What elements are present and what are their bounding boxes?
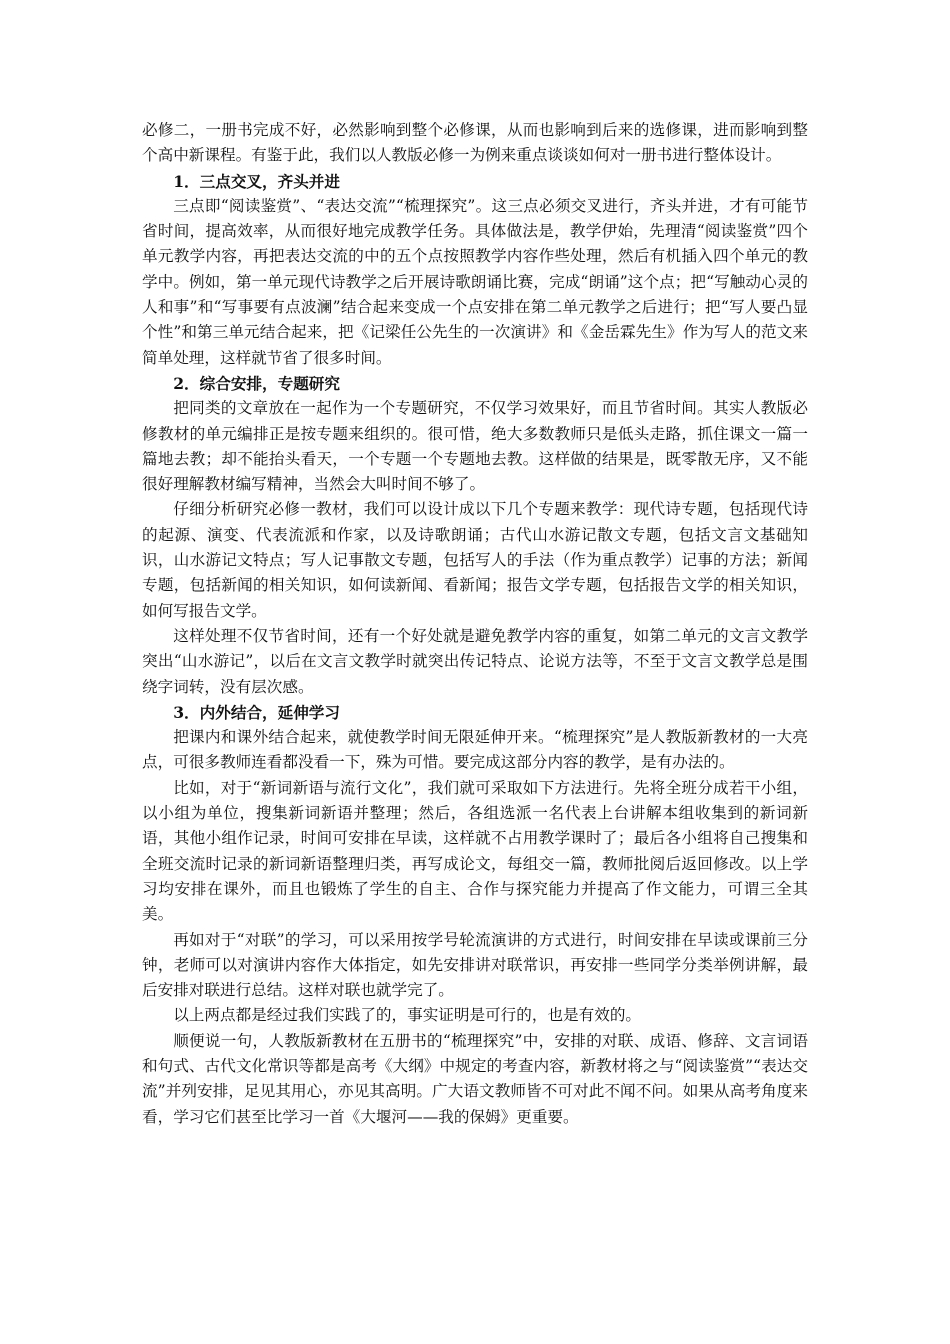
section-heading: 3．内外结合，延伸学习 (173, 702, 340, 722)
paragraph: 比如，对于“新词新语与流行文化”，我们就可采取如下方法进行。先将全班分成若干小组，以小组为单位，搜集新词新语并整理；然后，各组选派一名代表上台讲解本组收集到的新词新语，其他小组作记录，时间可安排在早读，这样就不占用教学课时了；最后各小组将自己搜集和全班交流时记录的新词新语整理归类，再写成论文，每组交一篇，教师批阅后返回修改。以上学习均安排在课外，而且也锻炼了学生的自主、合作与探究能力并提高了作文能力，可谓三全其美。 (142, 778, 808, 924)
paragraph: 必修二，一册书完成不好，必然影响到整个必修课，从而也影响到后来的选修课，进而影响到整个高中新课程。有鉴于此，我们以人教版必修一为例来重点谈谈如何对一册书进行整体设计。 (142, 121, 808, 165)
paragraph: 以上两点都是经过我们实践了的，事实证明是可行的，也是有效的。 (173, 1006, 642, 1025)
paragraph: 把同类的文章放在一起作为一个专题研究，不仅学习效果好，而且节省时间。其实人教版必修教材的单元编排正是按专题来组织的。很可惜，绝大多数教师只是低头走路，抓住课文一篇一篇地去教；却不能抬头看天，一个专题一个专题地去教。这样做的结果是，既零散无序，又不能很好理解教材编写精神，当然会大叫时间不够了。 (142, 399, 808, 494)
paragraph: 三点即“阅读鉴赏”、“表达交流”“梳理探究”。这三点必须交叉进行，齐头并进，才有可能节省时间，提高效率，从而很好地完成教学任务。具体做法是，教学伊始，先理清“阅读鉴赏”四个单元教学内容，再把表达交流的中的五个点按照教学内容作些处理，然后有机插入四个单元的教学中。例如，第一单元现代诗教学之后开展诗歌朗诵比赛，完成“朗诵”这个点；把“写触动心灵的人和事”和“写事要有点波澜”结合起来变成一个点安排在第二单元教学之后进行；把“写人要凸显个性”和第三单元结合起来，把《记梁任公先生的一次演讲》和《金岳霖先生》作为写人的范文来简单处理，这样就节省了很多时间。 (142, 196, 808, 367)
paragraph: 把课内和课外结合起来，就使教学时间无限延伸开来。“梳理探究”是人教版新教材的一大亮点，可很多教师连看都没看一下，殊为可惜。要完成这部分内容的教学，是有办法的。 (142, 728, 808, 772)
paragraph: 仔细分析研究必修一教材，我们可以设计成以下几个专题来教学：现代诗专题，包括现代诗的起源、演变、代表流派和作家，以及诗歌朗诵；古代山水游记散文专题，包括文言文基础知识，山水游记文特点；写人记事散文专题，包括写人的手法（作为重点教学）记事的方法；新闻专题，包括新闻的相关知识，如何读新闻、看新闻；报告文学专题，包括报告文学的相关知识，如何写报告文学。 (142, 500, 808, 620)
paragraph: 再如对于“对联”的学习，可以采用按学号轮流演讲的方式进行，时间安排在早读或课前三分钟，老师可以对演讲内容作大体指定，如先安排讲对联常识，再安排一些同学分类举例讲解，最后安排对联进行总结。这样对联也就学完了。 (142, 930, 808, 1000)
section-heading: 1．三点交叉，齐头并进 (173, 171, 340, 191)
paragraph: 这样处理不仅节省时间，还有一个好处就是避免教学内容的重复，如第二单元的文言文教学突出“山水游记”，以后在文言文教学时就突出传记特点、论说方法等，不至于文言文教学总是围绕字词转，没有层次感。 (142, 626, 808, 696)
document-body (142, 118, 808, 1130)
paragraph: 顺便说一句，人教版新教材在五册书的“梳理探究”中，安排的对联、成语、修辞、文言词语和句式、古代文化常识等都是高考《大纲》中规定的考查内容，新教材将之与“阅读鉴赏”“表达交流”并列安排，足见其用心，亦见其高明。广大语文教师皆不可对此不闻不问。如果从高考角度来看，学习它们甚至比学习一首《大堰河——我的保姆》更重要。 (142, 1031, 808, 1126)
section-heading: 2．综合安排，专题研究 (173, 373, 340, 393)
